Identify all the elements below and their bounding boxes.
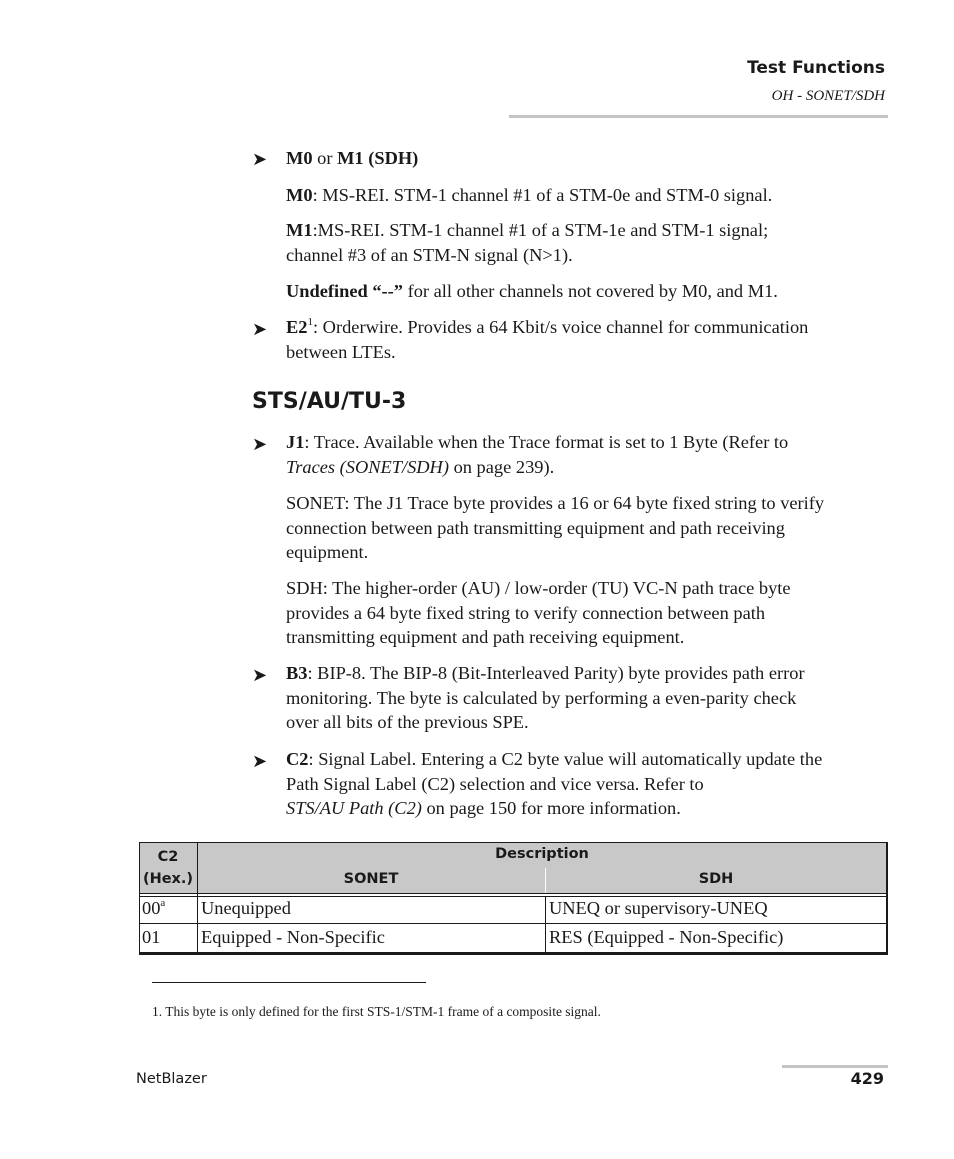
m0-term: M0 (286, 148, 313, 168)
m0-m1-heading (286, 146, 886, 171)
or-word: or (312, 148, 338, 168)
j1-description (286, 430, 886, 479)
section-heading: STS/AU/TU-3 (252, 389, 407, 414)
m1-description (286, 218, 886, 267)
footer-rule (782, 1065, 888, 1068)
description-header: Description (495, 846, 589, 862)
c2-text-line2: Path Signal Label (C2) selection and vice versa. Refer to (286, 773, 704, 794)
table-cell-hex: 01 (142, 927, 161, 947)
b3-description (286, 661, 886, 735)
b3-text-line3: over all bits of the previous SPE. (286, 712, 529, 732)
table-footnote-ref: a (160, 896, 166, 909)
c2-description (286, 747, 886, 821)
traces-link[interactable]: Traces (SONET/SDH) (286, 456, 449, 477)
bullet-arrow-icon: ➤ (252, 149, 268, 169)
m0-label: M0 (286, 185, 313, 205)
footnote-text: 1. This byte is only defined for the first STS-1/STM-1 frame of a composite signal. (152, 1004, 601, 1019)
m0-text: : MS-REI. STM-1 channel #1 of a STM-0e and STM-0 signal. (312, 185, 773, 205)
c2-header-line1: C2 (157, 849, 179, 865)
m1-term: M1 (SDH) (337, 148, 419, 168)
m1-label: M1 (286, 220, 313, 240)
running-header-title: Test Functions (747, 58, 885, 78)
c2-label: C2 (286, 749, 309, 769)
e2-text-line2: between LTEs. (286, 341, 396, 362)
hex-value: 00 (142, 898, 161, 918)
b3-text-line2: monitoring. The byte is calculated by performing a even-parity check (286, 687, 797, 708)
table-header-rule (139, 893, 888, 894)
table-cell-sdh: RES (Equipped - Non-Specific) (549, 927, 784, 947)
running-header-subtitle: OH - SONET/SDH (771, 88, 885, 104)
sonet-line: equipment. (286, 542, 369, 562)
e2-description (286, 315, 886, 364)
sts-au-path-link[interactable]: STS/AU Path (C2) (286, 798, 422, 818)
table-cell-sdh: UNEQ or supervisory-UNEQ (549, 898, 768, 918)
sonet-line: SONET: The J1 Trace byte provides a 16 or 64 byte fixed string to verify (286, 493, 825, 513)
table-cell-sonet: Equipped - Non-Specific (201, 927, 385, 947)
j1-sonet-paragraph (286, 491, 886, 565)
m0-description (286, 183, 886, 208)
c2-text-line3: on page 150 for more information. (421, 798, 681, 818)
undefined-text: for all other channels not covered by M0, and M1. (403, 281, 778, 301)
b3-label: B3 (286, 663, 308, 683)
c2-header-line2: (Hex.) (142, 871, 194, 887)
footer-product-name: NetBlazer (136, 1071, 207, 1087)
table-cell-hex (142, 895, 165, 921)
footnote-rule (152, 982, 426, 983)
j1-text-line2: on page 239). (448, 456, 555, 477)
table-border (139, 952, 888, 955)
j1-text-line1: : Trace. Available when the Trace format is set to 1 Byte (Refer to (304, 432, 789, 452)
sdh-header: SDH (698, 871, 734, 887)
m1-text-line1: :MS-REI. STM-1 channel #1 of a STM-1e and STM-1 signal; (312, 220, 769, 240)
sonet-line: connection between path transmitting equipment and path receiving (286, 517, 785, 538)
j1-sdh-paragraph (286, 576, 886, 650)
table-column-rule (545, 896, 546, 955)
table-cell-sonet: Unequipped (201, 898, 291, 918)
bullet-arrow-icon: ➤ (252, 751, 268, 771)
table-border (139, 842, 888, 843)
bullet-arrow-icon: ➤ (252, 665, 268, 685)
b3-text-line1: : BIP-8. The BIP-8 (Bit-Interleaved Parity) byte provides path error (307, 663, 805, 683)
c2-text-line1: : Signal Label. Entering a C2 byte value will automatically update the (308, 749, 823, 769)
sdh-line: provides a 64 byte fixed string to verify connection between path (286, 602, 766, 623)
header-rule (509, 115, 888, 118)
undefined-label: Undefined “--” (286, 281, 403, 301)
j1-label: J1 (286, 432, 305, 452)
footnote-ref: 1 (307, 315, 313, 328)
e2-text-line1: : Orderwire. Provides a 64 Kbit/s voice channel for communication (312, 317, 809, 337)
bullet-arrow-icon: ➤ (252, 434, 268, 454)
c2-signal-label-table (139, 842, 888, 955)
c2-hex-header (139, 846, 197, 890)
undefined-description (286, 279, 886, 304)
e2-label: E2 (286, 317, 308, 337)
m1-text-line2: channel #3 of an STM-N signal (N>1). (286, 244, 573, 265)
sdh-line: transmitting equipment and path receiving equipment. (286, 627, 685, 647)
sdh-line: SDH: The higher-order (AU) / low-order (TU) VC-N path trace byte (286, 578, 791, 598)
page-number: 429 (850, 1069, 884, 1088)
sonet-header: SONET (343, 871, 399, 887)
bullet-arrow-icon: ➤ (252, 319, 268, 339)
